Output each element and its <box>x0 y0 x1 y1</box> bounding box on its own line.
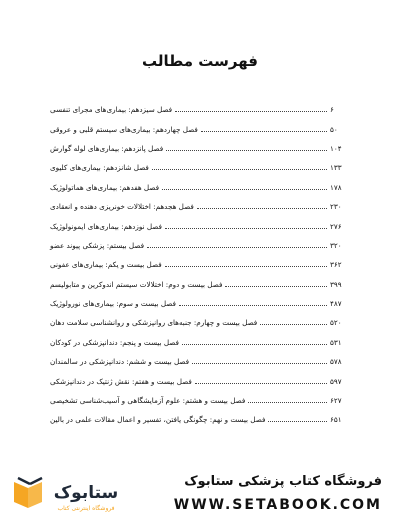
dot-leader <box>147 247 327 248</box>
toc-page-number: ۴۸۷ <box>330 299 342 309</box>
toc-chapter-title: فصل بیست و ششم: دندانپزشکی در سالمندان <box>50 357 190 367</box>
toc-page-number: ۲۳۰ <box>330 202 342 212</box>
toc-chapter-title: فصل بیست و نهم: چگونگی یافتن، تفسیر و اعمال مقالات علمی در بالین <box>50 415 266 425</box>
toc-row <box>48 158 352 177</box>
dot-leader <box>195 383 327 384</box>
toc-chapter-title: فصل چهاردهم: بیماری‌های سیستم قلبی و عروقی <box>50 124 198 134</box>
dot-leader <box>260 324 327 325</box>
dot-leader <box>165 266 327 267</box>
toc-row <box>48 197 352 216</box>
logo-subtext: فروشگاه اینترنتی کتاب <box>57 505 115 512</box>
toc-row <box>48 371 352 390</box>
dot-leader <box>192 363 327 364</box>
toc-page-number: ۱۷۸ <box>330 182 342 192</box>
toc-row <box>48 410 352 429</box>
toc-row <box>48 216 352 235</box>
toc-chapter-title: فصل بیست و سوم: بیماری‌های نورولوژیک <box>50 299 176 309</box>
toc-page-number: ۵۰ <box>330 124 338 134</box>
toc-page-number: ۲۷۶ <box>330 221 342 231</box>
toc-chapter-title: فصل بیست و دوم: اختلالات سیستم اندوکرین و متابولیسم <box>50 279 223 289</box>
toc-row <box>48 139 352 158</box>
toc-page-number: ۳۲۰ <box>330 240 342 250</box>
toc-chapter-title: فصل بیست و پنجم: دندانپزشکی در کودکان <box>50 337 179 347</box>
toc-row <box>48 178 352 197</box>
toc-page-number: ۵۷۸ <box>330 357 342 367</box>
dot-leader <box>166 150 327 151</box>
toc-row <box>48 391 352 410</box>
toc-chapter-title: فصل هجدهم: اختلالات خونریزی دهنده و انعقادی <box>50 202 194 212</box>
toc-page-number: ۶۵۱ <box>330 415 342 425</box>
dot-leader <box>175 111 327 112</box>
toc-page-number: ۶۲۷ <box>330 396 342 406</box>
setabook-logo <box>8 472 126 516</box>
toc-chapter-title: فصل پانزدهم: بیماری‌های لوله گوارش <box>50 143 164 153</box>
toc-chapter-title: فصل سیزدهم: بیماری‌های مجرای تنفسی <box>50 105 173 115</box>
toc-row <box>48 294 352 313</box>
toc-row <box>48 352 352 371</box>
toc-row <box>48 275 352 294</box>
toc-page-number: ۶ <box>330 105 334 115</box>
toc-page-number: ۳۶۲ <box>330 260 342 270</box>
dot-leader <box>165 228 327 229</box>
dot-leader <box>162 189 327 190</box>
dot-leader <box>268 421 327 422</box>
toc-chapter-title: فصل بیست و هفتم: نقش ژنتیک در دندانپزشکی <box>50 376 192 386</box>
toc-page-number: ۳۹۹ <box>330 279 342 289</box>
book-icon <box>14 478 42 508</box>
page-title: فهرست مطالب <box>142 52 258 70</box>
store-url: WWW.SETABOOK.COM <box>173 497 382 513</box>
logo-text: ستابوک <box>53 483 119 503</box>
toc-chapter-title: فصل نوزدهم: بیماری‌های ایمونولوژیک <box>50 221 162 231</box>
toc-row <box>48 236 352 255</box>
toc-row <box>48 100 352 119</box>
toc-row <box>48 255 352 274</box>
toc-chapter-title: فصل شانزدهم: بیماری‌های کلیوی <box>50 163 149 173</box>
toc-chapter-title: فصل بیست و یکم: بیماری‌های عفونی <box>50 260 162 270</box>
toc-page-number: ۵۳۱ <box>330 337 342 347</box>
toc-page-number: ۱۳۳ <box>330 163 342 173</box>
dot-leader <box>182 344 327 345</box>
toc-row <box>48 313 352 332</box>
toc-page-number: ۵۹۷ <box>330 376 342 386</box>
toc-chapter-title: فصل بیست و هشتم: علوم آزمایشگاهی و آسیب‌شناسی تشخیصی <box>50 396 246 406</box>
dot-leader <box>197 208 327 209</box>
dot-leader <box>179 305 327 306</box>
toc-row <box>48 333 352 352</box>
toc-chapter-title: فصل بیستم: پزشکی پیوند عضو <box>50 240 145 250</box>
toc-page-number: ۱۰۴ <box>330 143 342 153</box>
toc-row <box>48 119 352 138</box>
toc-page-number: ۵۲۰ <box>330 318 342 328</box>
dot-leader <box>248 402 327 403</box>
store-name: فروشگاه کتاب پزشکی ستابوک <box>184 474 382 489</box>
table-of-contents <box>48 100 352 430</box>
dot-leader <box>201 131 327 132</box>
dot-leader <box>152 169 327 170</box>
toc-chapter-title: فصل بیست و چهارم: جنبه‌های روانپزشکی و روانشناسی سلامت دهان <box>50 318 258 328</box>
toc-chapter-title: فصل هفدهم: بیماری‌های هماتولوژیک <box>50 182 160 192</box>
dot-leader <box>225 286 327 287</box>
